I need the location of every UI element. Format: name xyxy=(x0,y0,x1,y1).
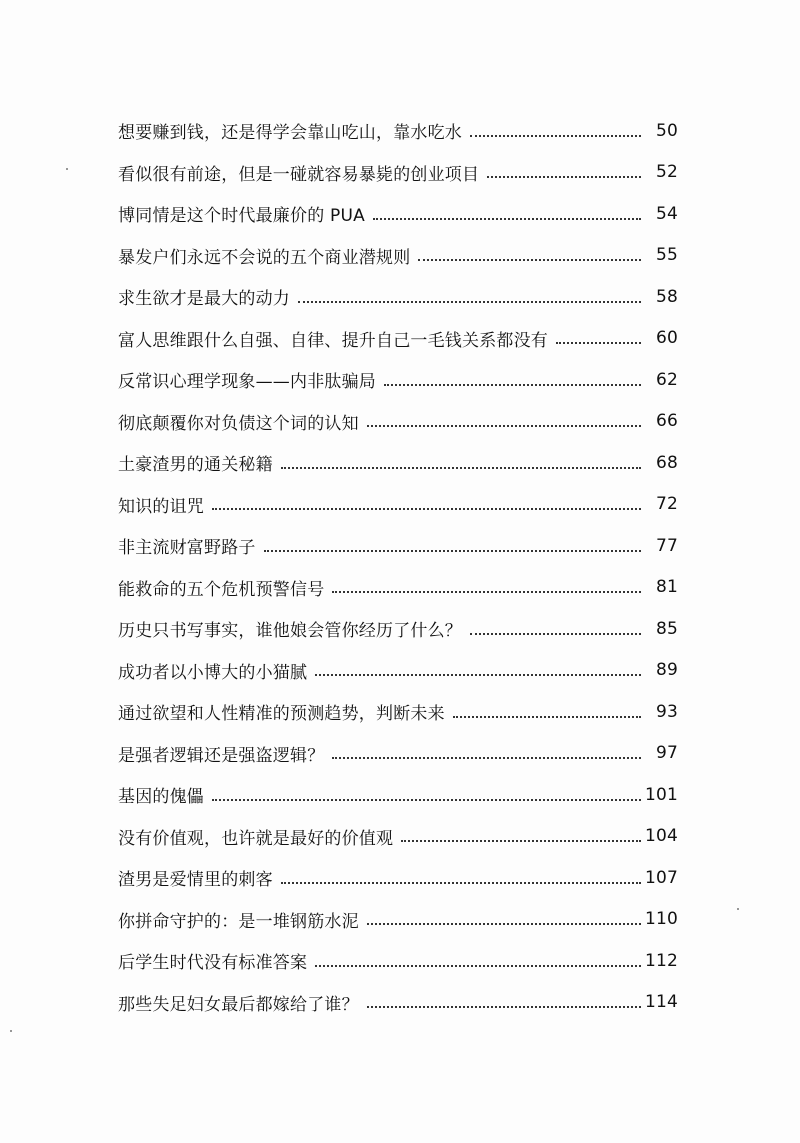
toc-dot-leader xyxy=(487,176,641,178)
toc-entry-title: 成功者以小博大的小猫腻 xyxy=(118,662,308,683)
toc-dot-leader xyxy=(212,799,641,801)
toc-entry xyxy=(118,816,678,858)
toc-dot-leader xyxy=(367,1006,641,1008)
toc-entry-page-number: 60 xyxy=(655,328,678,349)
toc-entry-title: 非主流财富野路子 xyxy=(118,538,256,559)
toc-dot-leader xyxy=(401,840,641,842)
toc-entry-page-number: 68 xyxy=(655,452,678,473)
toc-entry-page-number: 54 xyxy=(655,203,678,224)
toc-entry-page-number: 101 xyxy=(644,784,678,805)
toc-entry xyxy=(118,193,678,235)
toc-entry-title: 彻底颠覆你对负债这个词的认知 xyxy=(118,413,359,434)
toc-entry-title: 反常识心理学现象——内非肽骗局 xyxy=(118,372,376,393)
toc-entry xyxy=(118,484,678,526)
toc-entry xyxy=(118,276,678,318)
toc-entry xyxy=(118,359,678,401)
toc-dot-leader xyxy=(298,301,641,303)
toc-entry xyxy=(118,235,678,277)
toc-entry-title: 知识的诅咒 xyxy=(118,496,204,517)
toc-entry xyxy=(118,525,678,567)
toc-dot-leader xyxy=(470,633,641,635)
toc-entry-page-number: 52 xyxy=(655,162,678,183)
toc-dot-leader xyxy=(470,135,641,137)
toc-entry-title: 后学生时代没有标准答案 xyxy=(118,953,308,974)
toc-entry-page-number: 110 xyxy=(644,909,678,930)
toc-dot-leader xyxy=(212,508,641,510)
toc-entry-page-number: 107 xyxy=(644,867,678,888)
toc-entry-page-number: 62 xyxy=(655,369,678,390)
scan-speck xyxy=(737,908,739,910)
toc-dot-leader xyxy=(367,425,641,427)
toc-entry-title: 看似很有前途，但是一碰就容易暴毙的创业项目 xyxy=(118,164,480,185)
toc-entry-page-number: 104 xyxy=(644,826,678,847)
toc-dot-leader xyxy=(264,550,641,552)
toc-entry-title: 能救命的五个危机预警信号 xyxy=(118,579,325,600)
toc-dot-leader xyxy=(367,923,641,925)
toc-entry xyxy=(118,857,678,899)
toc-entry-title: 你拼命守护的：是一堆钢筋水泥 xyxy=(118,911,359,932)
toc-entry xyxy=(118,442,678,484)
toc-entry-page-number: 85 xyxy=(655,618,678,639)
toc-dot-leader xyxy=(556,342,641,344)
scan-speck xyxy=(10,1030,12,1032)
toc-entry xyxy=(118,899,678,941)
toc-entry-title: 求生欲才是最大的动力 xyxy=(118,289,290,310)
toc-dot-leader xyxy=(281,467,641,469)
toc-dot-leader xyxy=(373,218,641,220)
toc-dot-leader xyxy=(315,674,641,676)
toc-entry xyxy=(118,401,678,443)
toc-entry-title: 土豪渣男的通关秘籍 xyxy=(118,455,273,476)
toc-dot-leader xyxy=(315,965,641,967)
toc-entry-page-number: 97 xyxy=(655,743,678,764)
toc-entry-title: 基因的傀儡 xyxy=(118,787,204,808)
toc-dot-leader xyxy=(384,384,641,386)
toc-entry xyxy=(118,608,678,650)
toc-entry-title: 历史只书写事实，谁他娘会管你经历了什么？ xyxy=(118,621,462,642)
toc-entry-title: 是强者逻辑还是强盗逻辑？ xyxy=(118,745,325,766)
toc-entry-title: 通过欲望和人性精准的预测趋势，判断未来 xyxy=(118,704,445,725)
table-of-contents xyxy=(118,110,678,1023)
toc-entry xyxy=(118,110,678,152)
toc-entry xyxy=(118,152,678,194)
toc-dot-leader xyxy=(332,591,641,593)
toc-entry xyxy=(118,733,678,775)
toc-entry-title: 想要赚到钱，还是得学会靠山吃山，靠水吃水 xyxy=(118,123,462,144)
toc-entry-page-number: 72 xyxy=(655,494,678,515)
toc-entry-title: 那些失足妇女最后都嫁给了谁？ xyxy=(118,994,359,1015)
toc-entry-page-number: 112 xyxy=(644,950,678,971)
toc-entry xyxy=(118,318,678,360)
toc-dot-leader xyxy=(418,259,641,261)
toc-entry-page-number: 114 xyxy=(644,992,678,1013)
toc-entry xyxy=(118,940,678,982)
toc-entry-page-number: 81 xyxy=(655,577,678,598)
toc-entry xyxy=(118,567,678,609)
toc-entry-title: 没有价值观，也许就是最好的价值观 xyxy=(118,828,394,849)
toc-entry xyxy=(118,982,678,1024)
toc-entry-title: 博同情是这个时代最廉价的 PUA xyxy=(118,206,365,227)
toc-entry-title: 暴发户们永远不会说的五个商业潜规则 xyxy=(118,247,411,268)
toc-entry xyxy=(118,650,678,692)
toc-entry-page-number: 77 xyxy=(655,535,678,556)
toc-entry-page-number: 66 xyxy=(655,411,678,432)
toc-entry-page-number: 93 xyxy=(655,701,678,722)
toc-dot-leader xyxy=(281,882,641,884)
scan-speck xyxy=(66,168,68,170)
toc-entry-page-number: 58 xyxy=(655,286,678,307)
toc-entry-page-number: 50 xyxy=(655,120,678,141)
toc-dot-leader xyxy=(332,757,641,759)
toc-dot-leader xyxy=(453,716,641,718)
toc-entry xyxy=(118,691,678,733)
toc-entry xyxy=(118,774,678,816)
toc-entry-title: 渣男是爱情里的刺客 xyxy=(118,870,273,891)
toc-entry-page-number: 55 xyxy=(655,245,678,266)
toc-entry-title: 富人思维跟什么自强、自律、提升自己一毛钱关系都没有 xyxy=(118,330,548,351)
toc-entry-page-number: 89 xyxy=(655,660,678,681)
